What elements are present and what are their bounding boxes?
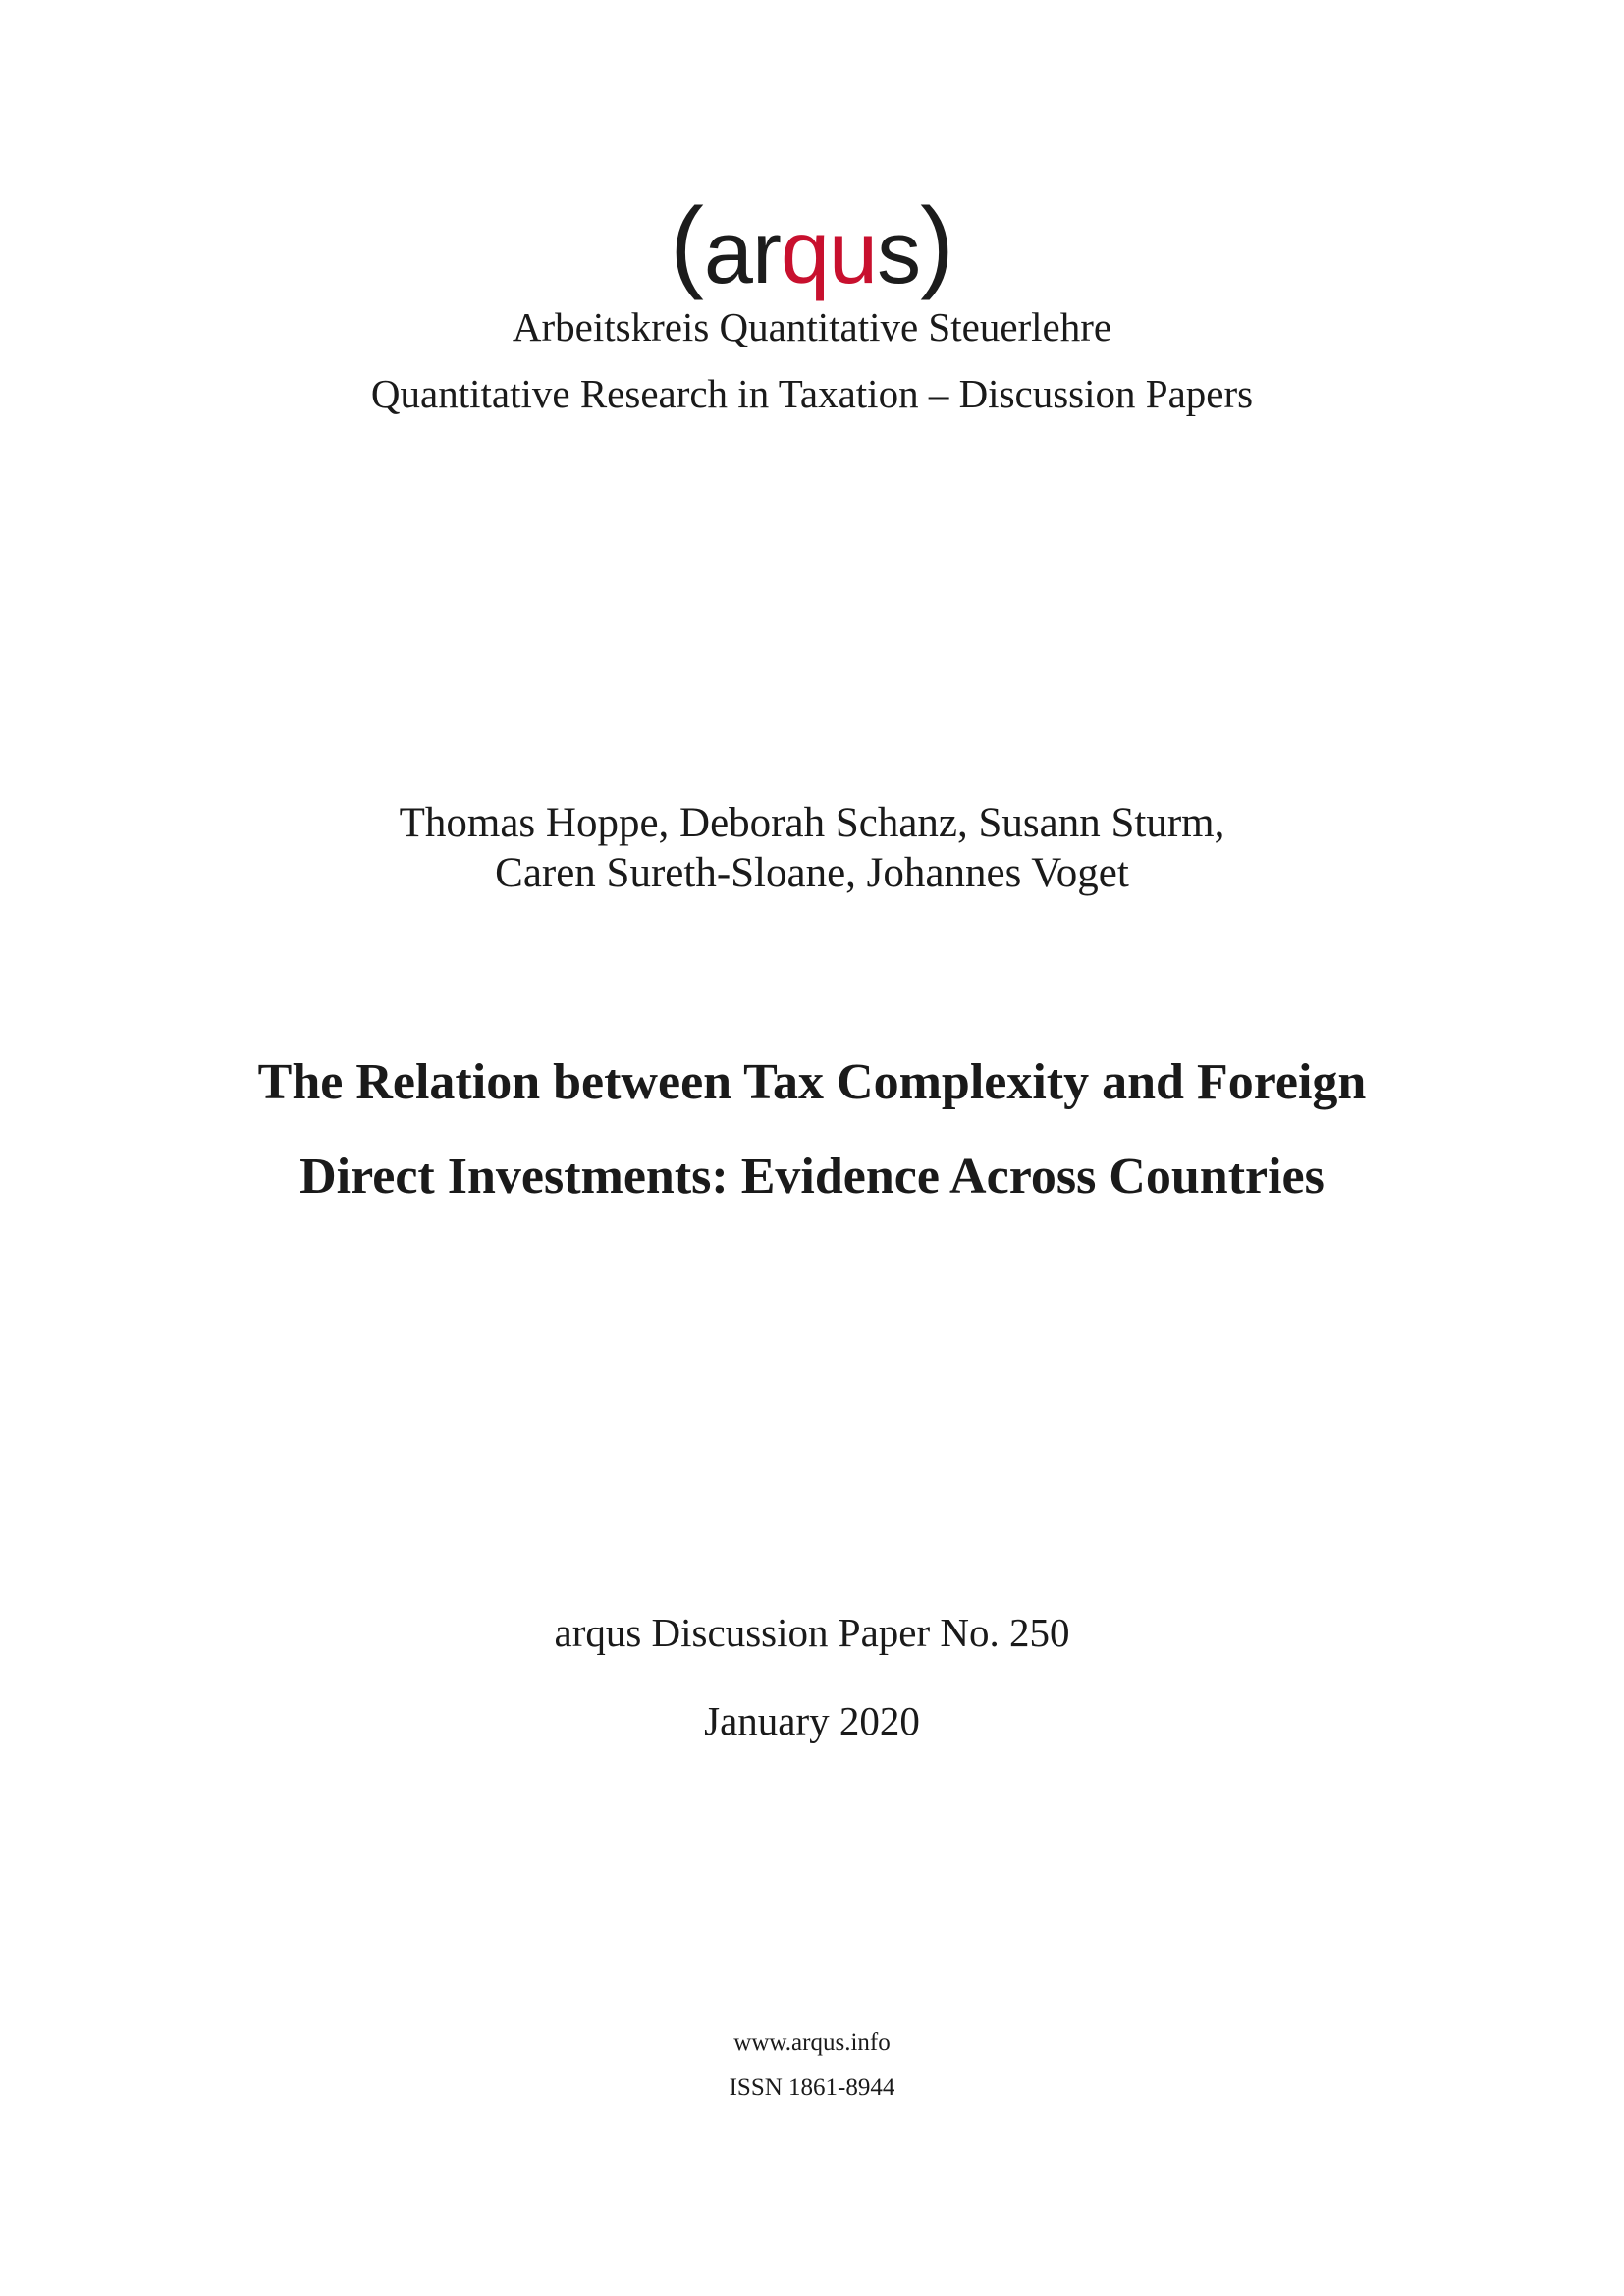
arqus-logo: [0, 187, 1624, 302]
discussion-paper-number: arqus Discussion Paper No. 250: [554, 1610, 1070, 1655]
issn-number: ISSN 1861-8944: [729, 2074, 895, 2101]
logo-text-qu: qu: [780, 204, 878, 302]
logo-close-paren: ): [920, 187, 954, 301]
authors-line-1: Thomas Hoppe, Deborah Schanz, Susann Sturm,: [399, 800, 1225, 846]
paper-title-line-1: The Relation between Tax Complexity and Foreign: [257, 1054, 1367, 1110]
logo-text-ar: ar: [703, 204, 781, 302]
logo-text-s: s: [877, 204, 921, 302]
organization-name: Arbeitskreis Quantitative Steuerlehre: [512, 304, 1112, 349]
website-url: www.arqus.info: [733, 2029, 891, 2056]
publication-date: January 2020: [704, 1698, 920, 1743]
paper-title-line-2: Direct Investments: Evidence Across Countries: [299, 1148, 1325, 1204]
authors-line-2: Caren Sureth-Sloane, Johannes Voget: [495, 850, 1129, 896]
series-description: Quantitative Research in Taxation – Discussion Papers: [370, 371, 1254, 416]
logo-open-paren: (: [670, 187, 704, 301]
